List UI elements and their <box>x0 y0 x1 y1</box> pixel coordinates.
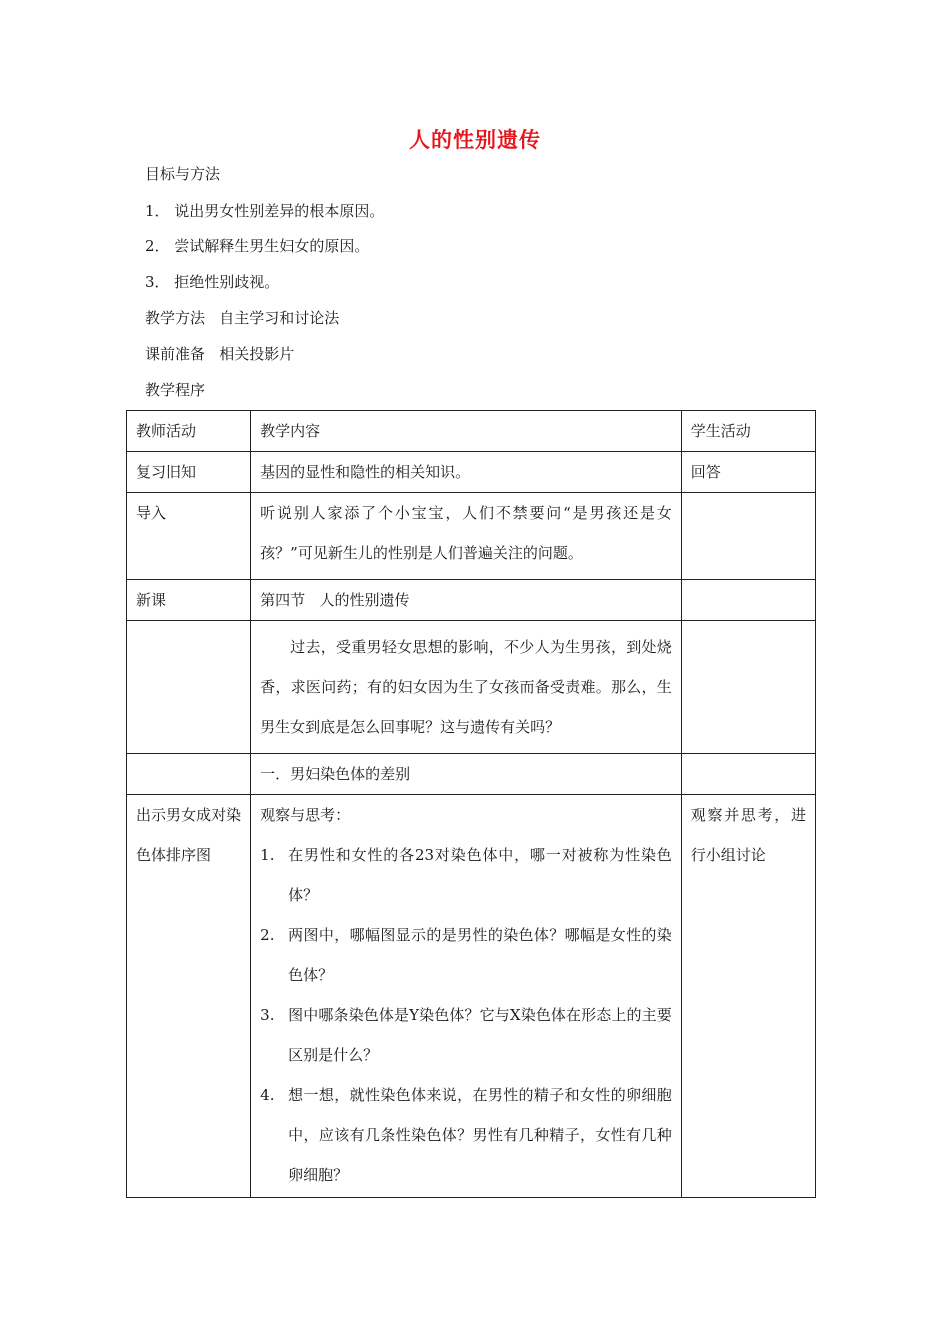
question-text: 在男性和女性的各23对染色体中，哪一对被称为性染色体？ <box>288 846 672 904</box>
student-cell <box>681 754 815 795</box>
question-text: 想一想，就性染色体来说，在男性的精子和女性的卵细胞中，应该有几条性染色体？男性有几种精子，女性有几种卵细胞？ <box>288 1086 672 1184</box>
header-student: 学生活动 <box>681 411 815 452</box>
list-item <box>260 995 672 1075</box>
list-item <box>260 835 672 915</box>
student-cell: 回答 <box>681 452 815 493</box>
goal-item: 2． 尝试解释生男生妇女的原因。 <box>145 237 370 255</box>
list-item <box>260 915 672 995</box>
procedure-heading: 教学程序 <box>145 381 206 399</box>
lesson-plan-table <box>126 410 816 1198</box>
student-cell <box>681 621 815 754</box>
question-number: 4. <box>260 1086 275 1104</box>
question-text: 两图中，哪幅图显示的是男性的染色体？哪幅是女性的染色体？ <box>288 926 672 984</box>
question-number: 2. <box>260 926 275 944</box>
teacher-cell <box>127 621 251 754</box>
table-header-row <box>127 411 816 452</box>
header-teacher: 教师活动 <box>127 411 251 452</box>
teacher-cell: 新课 <box>127 580 251 621</box>
question-list <box>260 835 672 1195</box>
question-number: 1. <box>260 846 275 864</box>
content-cell <box>251 795 682 1198</box>
teaching-method: 教学方法 自主学习和讨论法 <box>145 309 340 327</box>
table-row <box>127 580 816 621</box>
question-text: 图中哪条染色体是Y染色体？它与X染色体在形态上的主要区别是什么？ <box>288 1006 672 1064</box>
class-preparation: 课前准备 相关投影片 <box>145 345 295 363</box>
teacher-cell: 复习旧知 <box>127 452 251 493</box>
table-row <box>127 452 816 493</box>
page-title: 人的性别遗传 <box>409 128 541 152</box>
table-row <box>127 754 816 795</box>
content-cell: 第四节 人的性别遗传 <box>251 580 682 621</box>
content-cell: 听说别人家添了个小宝宝，人们不禁要问“是男孩还是女孩？”可见新生儿的性别是人们普遍关注的问题。 <box>251 493 682 580</box>
goal-item: 3． 拒绝性别歧视。 <box>145 273 280 291</box>
observe-heading: 观察与思考： <box>260 806 351 824</box>
student-cell <box>681 493 815 580</box>
teacher-cell: 导入 <box>127 493 251 580</box>
question-number: 3. <box>260 1006 275 1024</box>
teacher-cell <box>127 754 251 795</box>
student-cell <box>681 580 815 621</box>
goal-heading: 目标与方法 <box>145 165 221 183</box>
table-row <box>127 795 816 1198</box>
table-row <box>127 493 816 580</box>
content-cell: 一．男妇染色体的差别 <box>251 754 682 795</box>
goal-item: 1． 说出男女性别差异的根本原因。 <box>145 202 385 220</box>
content-cell: 基因的显性和隐性的相关知识。 <box>251 452 682 493</box>
teacher-cell: 出示男女成对染色体排序图 <box>127 795 251 1198</box>
content-cell: 过去，受重男轻女思想的影响，不少人为生男孩，到处烧香，求医问药；有的妇女因为生了女孩而备受责难。那么，生男生女到底是怎么回事呢？这与遗传有关吗？ <box>251 621 682 754</box>
header-content: 教学内容 <box>251 411 682 452</box>
table-row <box>127 621 816 754</box>
student-cell: 观察并思考，进行小组讨论 <box>681 795 815 1198</box>
list-item <box>260 1075 672 1195</box>
